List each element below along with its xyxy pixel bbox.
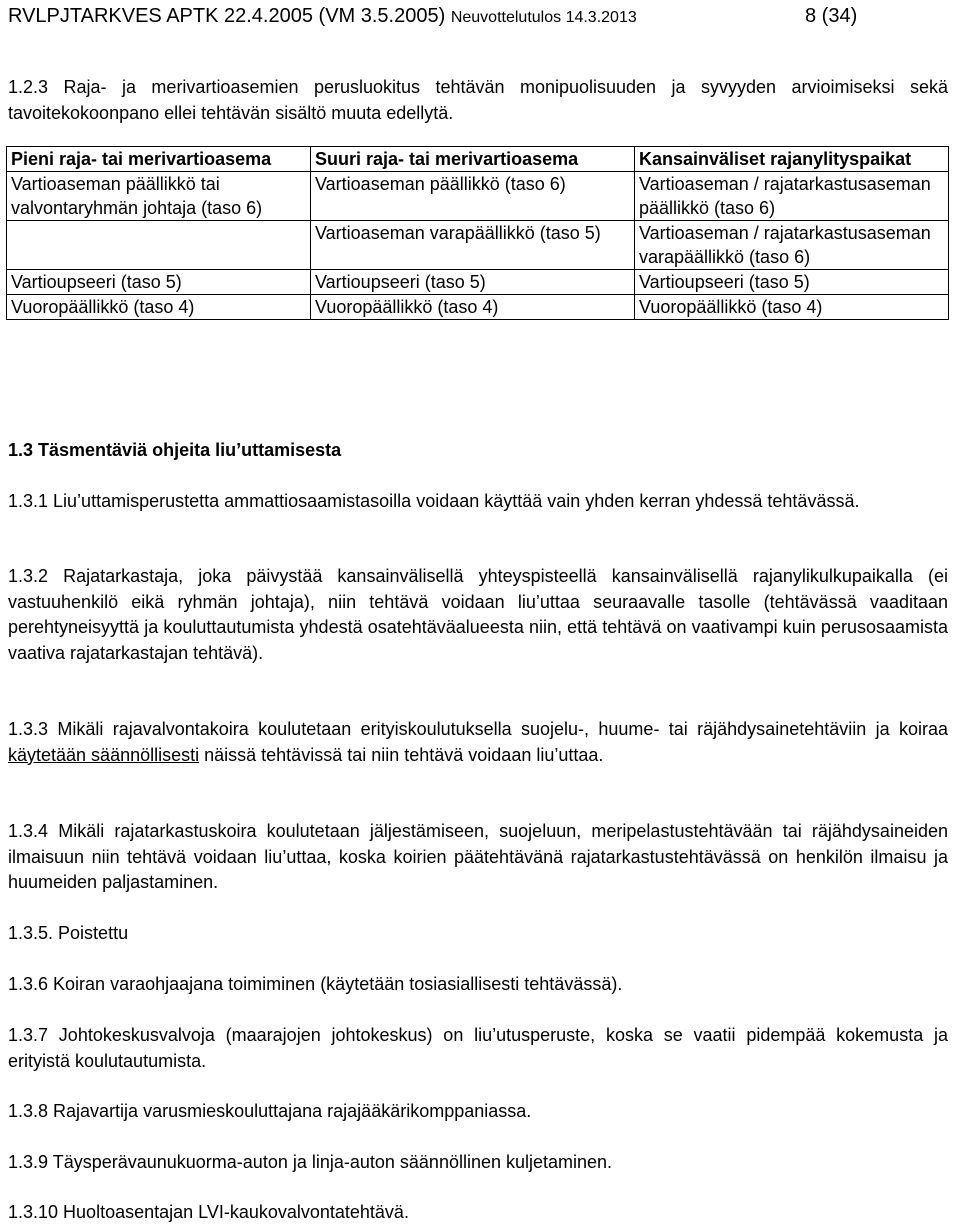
paragraph-1-3-8: 1.3.8 Rajavartija varusmieskouluttajana rajajääkärikomppaniassa. — [8, 1101, 532, 1121]
paragraph-1-3-10: 1.3.10 Huoltoasentajan LVI-kaukovalvontatehtävä. — [8, 1202, 409, 1222]
paragraph-text: 1.3.3 Mikäli rajavalvontakoira koulutetaan erityiskoulutuksella suojelu-, huume- tai räjähdysainetehtäviin ja koiraa — [8, 719, 948, 739]
page-number: 8 (34) — [805, 5, 858, 27]
table-cell: Vartioupseeri (taso 5) — [311, 270, 635, 295]
table-cell: Vartioupseeri (taso 5) — [635, 270, 949, 295]
paragraph-1-3-9: 1.3.9 Täysperävaunukuorma-auton ja linja-auton säännöllinen kuljetaminen. — [8, 1152, 613, 1172]
table-cell: Vartioaseman päällikkö tai valvontaryhmän johtaja (taso 6) — [7, 172, 311, 221]
paragraph-1-3-6: 1.3.6 Koiran varaohjaajana toimiminen (käytetään tosiasiallisesti tehtävässä). — [8, 974, 623, 994]
table-row — [7, 295, 949, 320]
paragraph-text: näissä tehtävissä tai niin tehtävä voidaan liu’uttaa. — [199, 744, 604, 765]
table-row — [7, 270, 949, 295]
table-cell: Vartioaseman varapäällikkö (taso 5) — [311, 221, 635, 270]
table-header-cell: Suuri raja- tai merivartioasema — [311, 147, 635, 172]
table-cell: Vartioupseeri (taso 5) — [7, 270, 311, 295]
document-title: RVLPJTARKVES APTK 22.4.2005 (VM 3.5.2005) — [8, 5, 446, 27]
paragraph-1-3-4: 1.3.4 Mikäli rajatarkastuskoira koulutetaan jäljestämiseen, suojeluun, meripelastustehtävään tai räjähdysaineiden ilmaisuun niin tehtävä voidaan liu’uttaa, koska koirien päätehtävänä rajatarkastustehtävässä on henkilön ilmaisu ja huumeiden paljastaminen. — [8, 821, 948, 892]
paragraph-1-3-1: 1.3.1 Liu’uttamisperustetta ammattiosaamistasoilla voidaan käyttää vain yhden kerran yhdessä tehtävässä. — [8, 491, 860, 511]
page-header — [8, 4, 948, 30]
table-header-cell: Pieni raja- tai merivartioasema — [7, 147, 311, 172]
table-header-cell: Kansainväliset rajanylityspaikat — [635, 147, 949, 172]
table-cell: Vuoropäällikkö (taso 4) — [635, 295, 949, 320]
paragraph-1-3-3 — [8, 717, 948, 768]
table-cell: Vuoropäällikkö (taso 4) — [311, 295, 635, 320]
revision-note: Neuvottelutulos 14.3.2013 — [450, 9, 637, 26]
table-cell: Vartioaseman päällikkö (taso 6) — [311, 172, 635, 221]
table-row — [7, 172, 949, 221]
underlined-text: käytetään säännöllisesti — [8, 744, 200, 765]
table-row — [7, 221, 949, 270]
table-cell — [7, 221, 311, 270]
paragraph-1-3-5: 1.3.5. Poistettu — [8, 923, 129, 943]
table-cell: Vuoropäällikkö (taso 4) — [7, 295, 311, 320]
paragraph-1-3-2: 1.3.2 Rajatarkastaja, joka päivystää kansainvälisellä yhteyspisteellä kansainvälisellä rajanylikulkupaikalla (ei vastuuhenkilö eikä ryhmän johtaja), niin tehtävä voidaan liu’uttaa seuraavalle tasolle (tehtävässä vaaditaan perehtyneisyyttä ja kouluttautumista yhdestä osatehtäväalueesta niin, että tehtävä on vaativampi kuin perusosaamista vaativa rajatarkastajan tehtävä). — [8, 566, 948, 663]
intro-paragraph: 1.2.3 Raja- ja merivartioasemien perusluokitus tehtävän monipuolisuuden ja syvyyden arvioimiseksi sekä tavoitekokoonpano ellei tehtävän sisältö muuta edellytä. — [8, 77, 948, 123]
staffing-table — [6, 146, 949, 320]
paragraph-1-3-7: 1.3.7 Johtokeskusvalvoja (maarajojen johtokeskus) on liu’utusperuste, koska se vaatii pidempää kokemusta ja erityistä koulutautumista. — [8, 1025, 948, 1071]
table-header-row — [7, 147, 949, 172]
section-heading: 1.3 Täsmentäviä ohjeita liu’uttamisesta — [8, 440, 342, 460]
table-cell: Vartioaseman / rajatarkastusaseman varapäällikkö (taso 6) — [635, 221, 949, 270]
table-cell: Vartioaseman / rajatarkastusaseman päällikkö (taso 6) — [635, 172, 949, 221]
